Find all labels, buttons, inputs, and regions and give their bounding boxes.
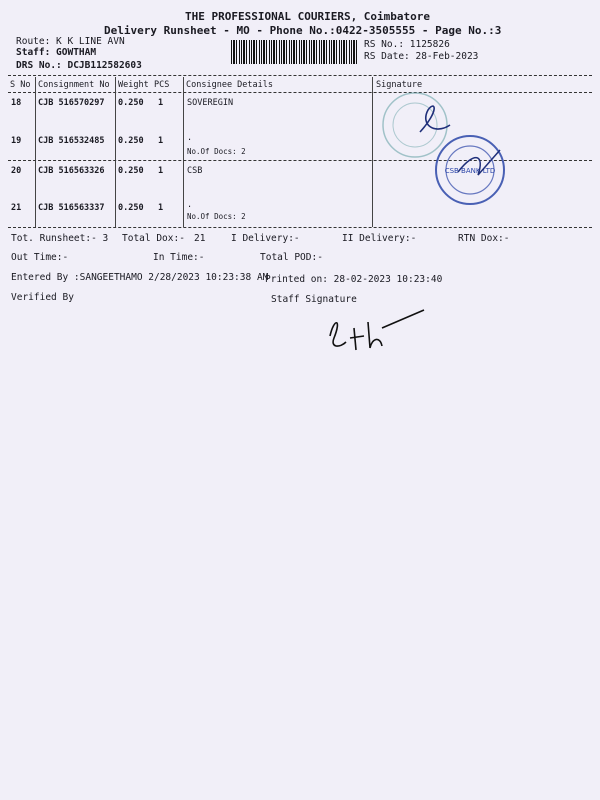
row-pcs: 1 (158, 136, 164, 146)
column-line (115, 77, 116, 227)
staff-label: Staff: GOWTHAM (16, 47, 97, 58)
row-consignee: . (187, 133, 193, 143)
out-time-label: Out Time:- (11, 252, 69, 263)
staff-signature-icon (320, 308, 440, 358)
column-line (35, 77, 36, 227)
total-dox-label: Total Dox:- (122, 233, 185, 244)
route-label: Route: K K LINE AVN (16, 36, 125, 47)
total-dox-value: 21 (194, 233, 206, 244)
row-weight: 0.250 (118, 203, 144, 213)
rs-number: RS No.: 1125826 (364, 39, 450, 50)
col-consignee: Consignee Details (186, 80, 273, 90)
col-weight: Weight (118, 80, 149, 90)
col-consignment: Consignment No (38, 80, 110, 90)
printed-on: Printed on: 28-02-2023 10:23:40 (265, 274, 443, 285)
row-sno: 20 (11, 166, 22, 176)
row-sno: 19 (11, 136, 22, 146)
row-consignment: CJB 516563337 (38, 203, 105, 213)
verified-by-label: Verified By (11, 292, 74, 303)
total-pod-label: Total POD:- (260, 252, 323, 263)
col-signature: Signature (376, 80, 423, 90)
staff-signature-label: Staff Signature (271, 294, 357, 305)
row-sno: 21 (11, 203, 22, 213)
in-time-label: In Time:- (153, 252, 205, 263)
i-delivery-label: I Delivery:- (231, 233, 300, 244)
row-weight: 0.250 (118, 136, 144, 146)
row-note: No.Of Docs: 2 (187, 212, 246, 221)
column-line (372, 77, 373, 227)
row-note: No.Of Docs: 2 (187, 147, 246, 156)
entered-by: Entered By :SANGEETHAMO 2/28/2023 10:23:38 AM (11, 272, 269, 283)
signature-stamps (380, 80, 560, 220)
row-consignee: . (187, 200, 193, 210)
col-sno: S No (10, 80, 31, 90)
row-consignment: CJB 516532485 (38, 136, 105, 146)
signature-mark-icon (420, 106, 450, 132)
col-pcs: PCS (154, 80, 170, 90)
column-line (183, 77, 184, 227)
row-pcs: 1 (158, 203, 164, 213)
row-weight: 0.250 (118, 98, 144, 108)
row-sno: 18 (11, 98, 22, 108)
ii-delivery-label: II Delivery:- (342, 233, 417, 244)
runsheet-title: Delivery Runsheet - MO - Phone No.:0422-3505555 - Page No.:3 (104, 24, 502, 37)
rtn-dox-label: RTN Dox:- (458, 233, 510, 244)
divider (8, 227, 592, 228)
drs-number: DRS No.: DCJB112582603 (16, 60, 142, 71)
row-consignment: CJB 516570297 (38, 98, 105, 108)
row-pcs: 1 (158, 166, 164, 176)
row-consignee: SOVEREGIN (187, 98, 234, 108)
row-weight: 0.250 (118, 166, 144, 176)
row-consignee: CSB (187, 166, 203, 176)
rs-date: RS Date: 28-Feb-2023 (364, 51, 479, 62)
company-title: THE PROFESSIONAL COURIERS, Coimbatore (185, 10, 431, 23)
tot-runsheet: Tot. Runsheet:- 3 (11, 233, 109, 244)
barcode (231, 40, 359, 64)
divider (8, 75, 592, 76)
row-consignment: CJB 516563326 (38, 166, 105, 176)
row-pcs: 1 (158, 98, 164, 108)
stamp-text: CSB BANK LTD (444, 167, 496, 175)
